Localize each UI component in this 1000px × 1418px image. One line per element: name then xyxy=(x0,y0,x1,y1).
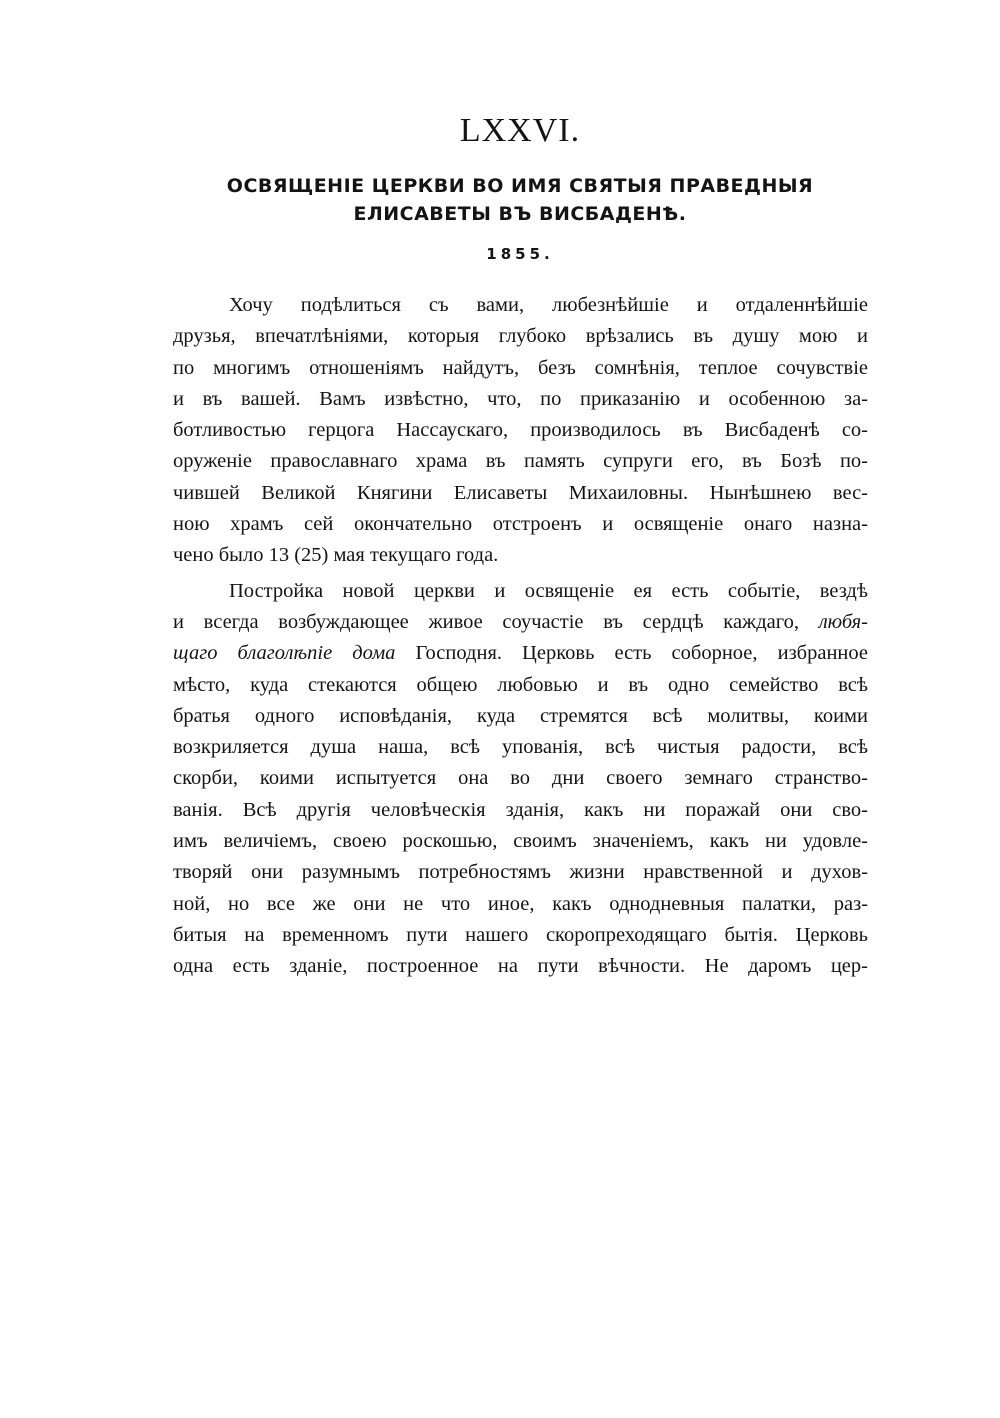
paragraph-1-line: Хочу подѣлиться съ вами, любезнѣйшіе и отдаленнѣйшіе xyxy=(229,294,868,316)
paragraph-2-line xyxy=(173,607,868,638)
chapter-title xyxy=(0,172,1000,228)
paragraph-1-line: чено было 13 (25) мая текущаго года. xyxy=(173,544,499,567)
paragraph-2-line: имъ величіемъ, своею роскошью, своимъ значеніемъ, какъ ни удовле- xyxy=(173,830,868,853)
paragraph-1-line: ботливостью герцога Нассаускаго, производилось въ Висбаденѣ со- xyxy=(173,419,868,442)
chapter-number: LXXVI. xyxy=(459,112,581,149)
paragraph-2-line-3-text: Господня. Церковь есть соборное, избранное xyxy=(415,642,868,665)
chapter-title-line-1: ОСВЯЩЕНІЕ ЦЕРКВИ ВО ИМЯ СВЯТЫЯ ПРАВЕДНЫЯ xyxy=(226,175,814,197)
paragraph-2-line: Постройка новой церкви и освященіе ея есть событіе, вездѣ xyxy=(229,579,868,602)
quote-italic-end: щаго благолѣпіе дома xyxy=(173,642,396,665)
body-text xyxy=(173,290,868,983)
paragraph-1-line: ною храмъ сей окончательно отстроенъ и освященіе онаго назна- xyxy=(173,513,868,536)
paragraph-2-line: ной, но все же они не что иное, какъ однодневныя палатки, раз- xyxy=(173,892,868,915)
paragraph-2-line: братья одного исповѣданія, куда стремятся всѣ молитвы, коими xyxy=(173,704,868,727)
paragraph-1-line: чившей Великой Княгини Елисаветы Михаиловны. Нынѣшнею вес- xyxy=(173,481,868,504)
quote-italic-start: любя- xyxy=(818,610,869,633)
paragraph-1-line: друзья, впечатлѣніями, которыя глубоко врѣзались въ душу мою и xyxy=(173,325,868,348)
paragraph-1-line: оруженіе православнаго храма въ память супруги его, въ Бозѣ по- xyxy=(173,450,868,473)
chapter-year: 1855. xyxy=(486,245,554,263)
paragraph-2-line-2-text: и всегда возбуждающее живое соучастіе въ сердцѣ каждаго, xyxy=(173,610,800,633)
paragraph-2-line: творяй они разумнымъ потребностямъ жизни нравственной и духов- xyxy=(173,861,868,884)
paragraph-2-line: одна есть зданіе, построенное на пути вѣчности. Не даромъ цер- xyxy=(173,955,868,978)
paragraph-2-line: битыя на временномъ пути нашего скоропреходящаго бытія. Церковь xyxy=(173,923,868,946)
chapter-title-line-2: ЕЛИСАВЕТЫ ВЪ ВИСБАДЕНѢ. xyxy=(353,203,687,225)
paragraph-2-line: возкриляется душа наша, всѣ упованія, всѣ чистыя радости, всѣ xyxy=(173,736,868,759)
paragraph-2-line: ванія. Всѣ другія человѣческія зданія, какъ ни поражай они сво- xyxy=(173,798,868,821)
paragraph-2-line: мѣсто, куда стекаются общею любовью и въ одно семейство всѣ xyxy=(173,673,868,696)
paragraph-2-line: скорби, коими испытуется она во дни своего земнаго странство- xyxy=(173,767,868,790)
paragraph-1-line: и въ вашей. Вамъ извѣстно, что, по приказанію и особенною за- xyxy=(173,387,868,410)
paragraph-2-line xyxy=(173,638,868,669)
paragraph-1-line: по многимъ отношеніямъ найдутъ, безъ сомнѣнія, теплое сочувствіе xyxy=(173,356,868,379)
